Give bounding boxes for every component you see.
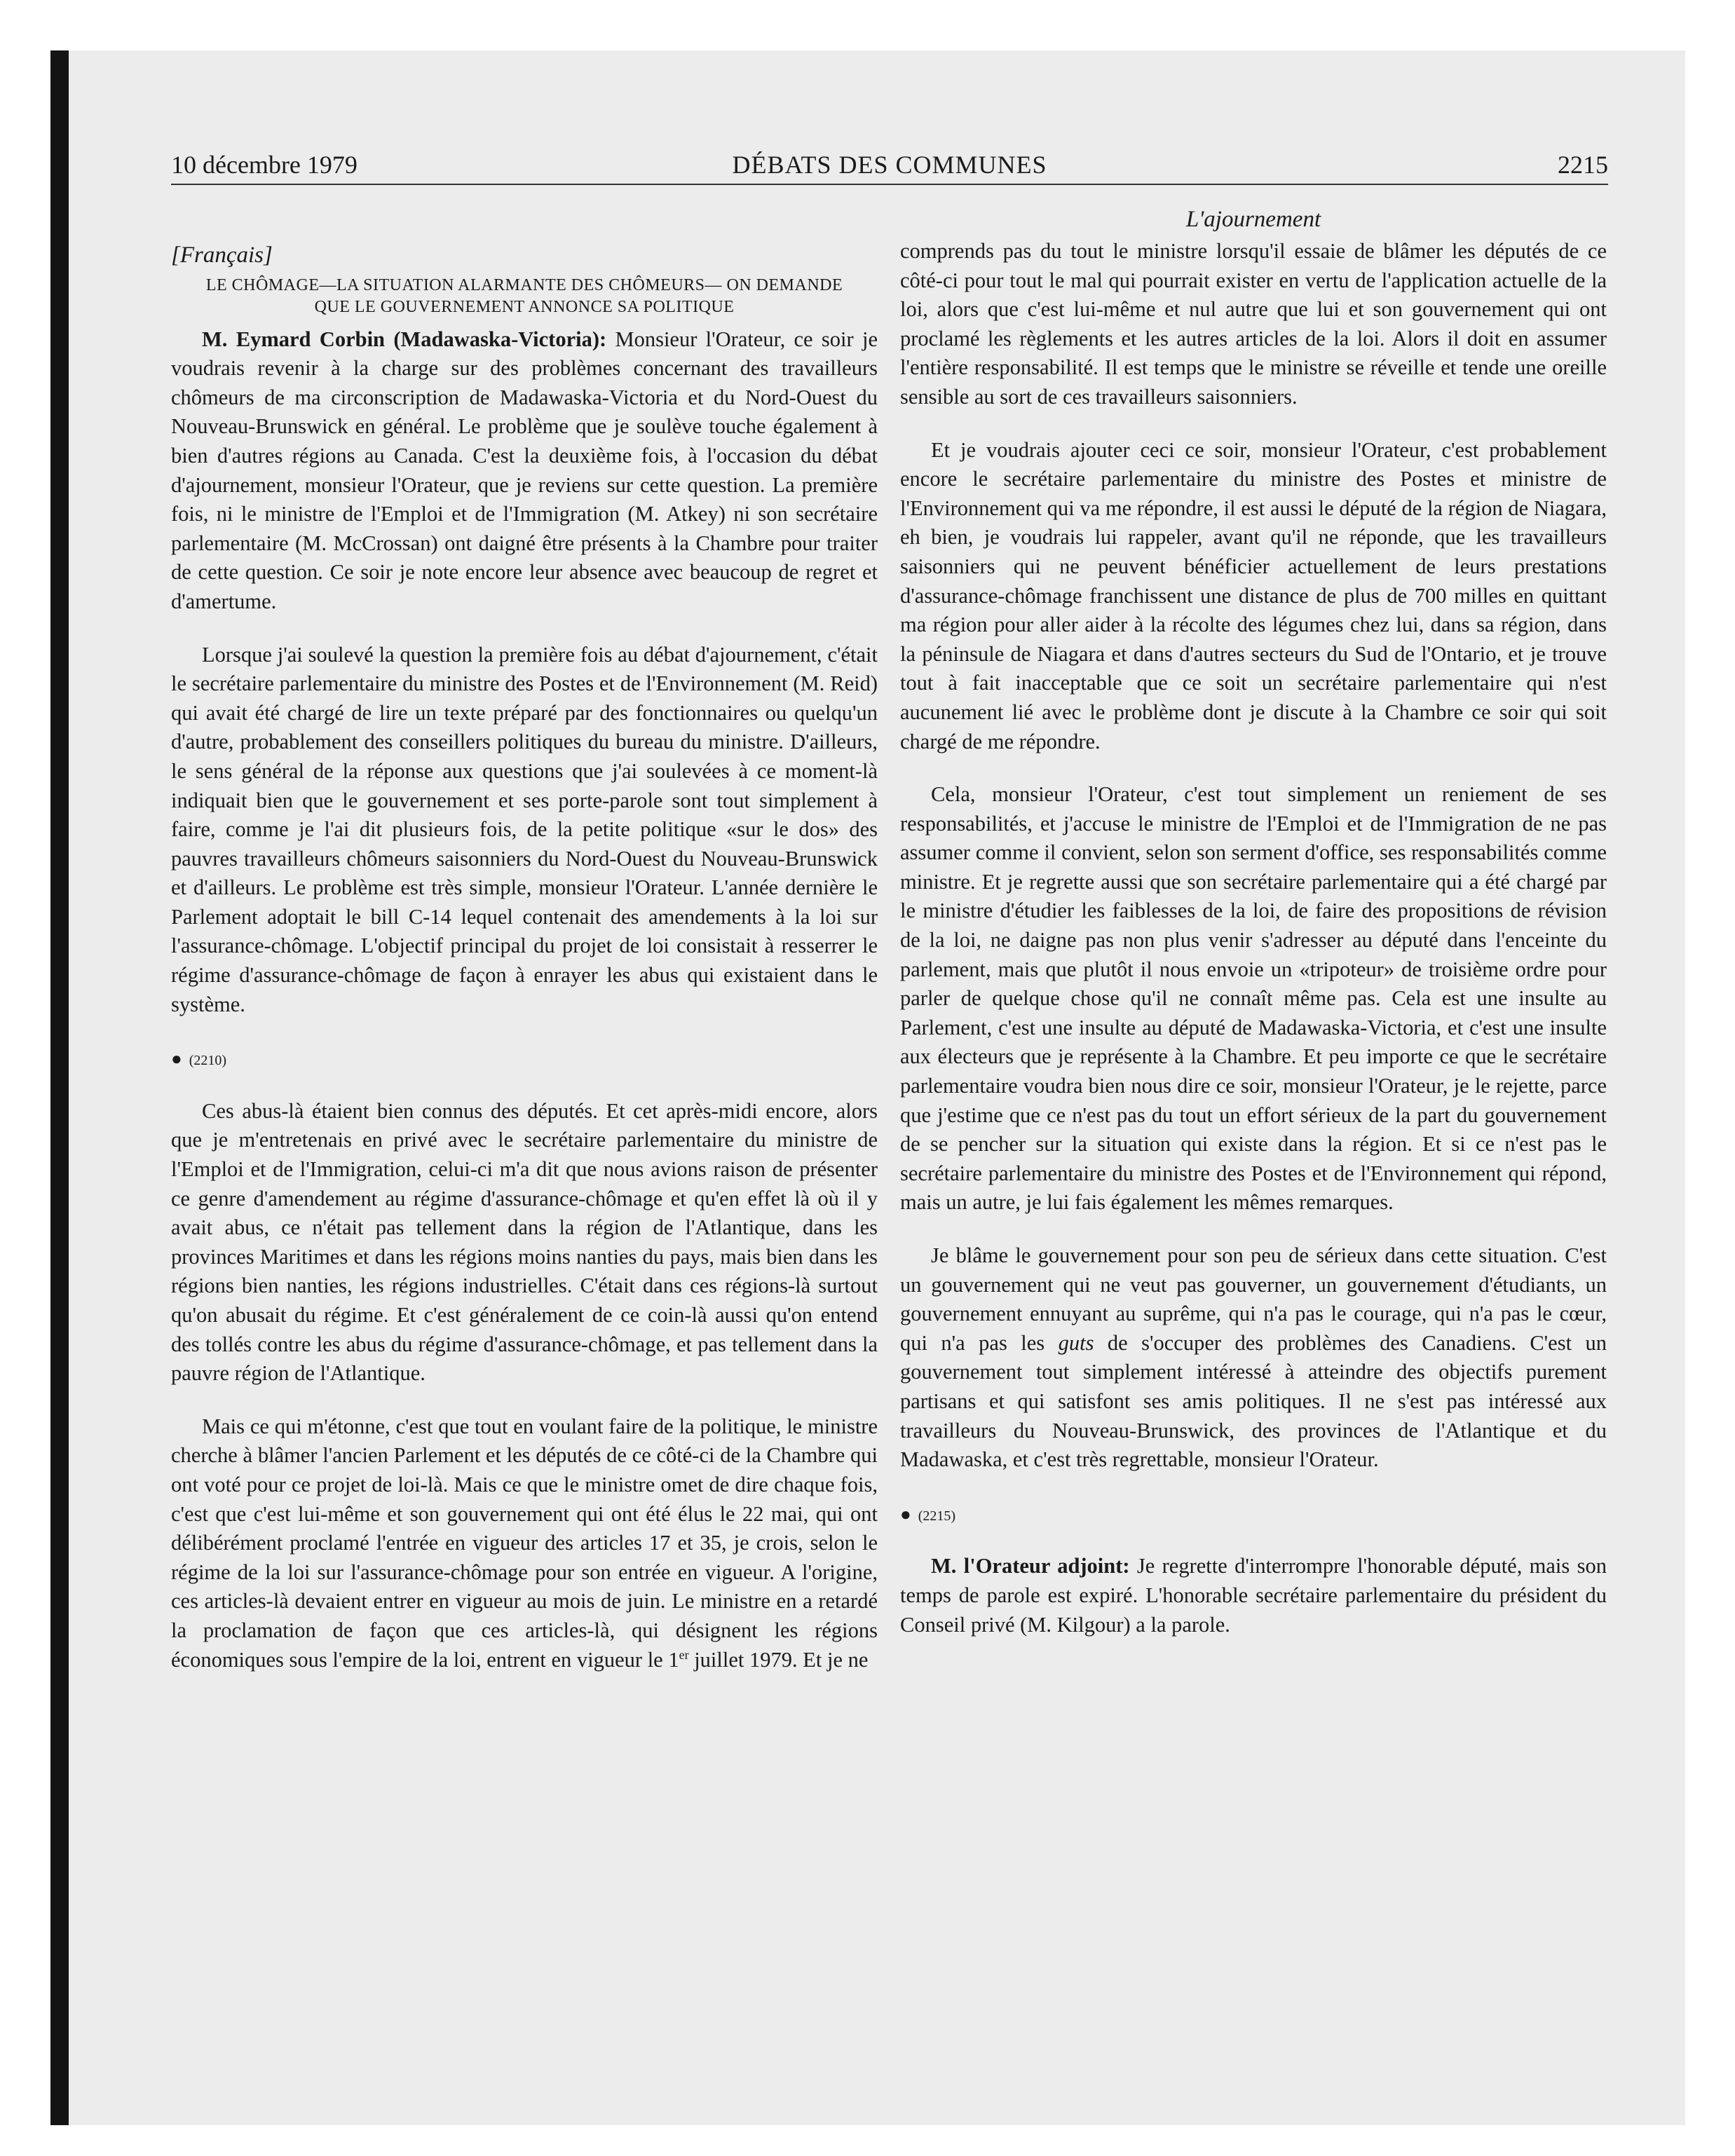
- time-marker: [900, 1500, 1607, 1531]
- paragraph: [171, 1412, 878, 1674]
- paragraph: Cela, monsieur l'Orateur, c'est tout simplement un reniement de ses responsabilités, et j'accuse le ministre de l'Emploi et de l'Immigration de ne pas assumer comme il convient, selon son serment d'office, ses responsabilités comme ministre. Et je regrette aussi que son secrétaire parlementaire qui a été chargé par le ministre d'étudier les faiblesses de la loi, de faire des propositions de révision de la loi, ne daigne pas non plus venir s'adresser au député dans l'enceinte du parlement, mais que plutôt il nous envoie un «tripoteur» de troisième ordre pour parler de quelque chose qu'il ne connaît même pas. Cela est une insulte au Parlement, c'est une insulte au député de Madawaska-Victoria, et c'est une insulte aux électeurs que je représente à la Chambre. Et peu importe ce que le secrétaire parlementaire voudra bien nous dire ce soir, monsieur l'Orateur, je le rejette, parce que j'estime que ce n'est pas du tout un effort sérieux de la part du gouvernement de se pencher sur la situation qui existe dans la région. Et si ce n'est pas le secrétaire parlementaire du ministre des Postes et de l'Environnement qui répond, mais un autre, je lui fais également les mêmes remarques.: [900, 782, 1607, 1215]
- paragraph: comprends pas du tout le ministre lorsqu'il essaie de blâmer les députés de ce côté-ci pour tout le mal qui pourrait exister en vertu de l'application actuelle de la loi, alors que c'est lui-même et nul autre que lui et son gouvernement qui ont proclamé les règlements et les autres articles de la loi. Alors il doit en assumer l'entière responsabilité. Il est temps que le ministre se réveille et tende une oreille sensible au sort de ces travailleurs saisonniers.: [900, 239, 1607, 409]
- speaker-name: M. Eymard Corbin (Madawaska-Victoria):: [202, 327, 607, 351]
- paragraph: [900, 1241, 1607, 1475]
- time-marker-label: (2210): [189, 1053, 227, 1069]
- hansard-page: [171, 153, 1608, 2059]
- speech-text: de s'occuper des problèmes des Canadiens. C'est un gouvernement tout simplement intéressé à atteindre des objectifs purement partisans et qui satisfont ses amis politiques. Il ne s'est pas intéressé aux travailleurs du Nouveau-Brunswick, des provinces de l'Atlantique et du Madawaska, et c'est très regrettable, monsieur l'Orateur.: [900, 1330, 1607, 1472]
- paragraph: Et je voudrais ajouter ceci ce soir, monsieur l'Orateur, c'est probablement encore le secrétaire parlementaire du ministre des Postes et ministre de l'Environnement qui va me répondre, il est aussi le député de la région de Niagara, eh bien, je voudrais lui rappeler, avant qu'il ne réponde, que les travailleurs saisonniers qui ne peuvent bénéficier actuellement de leurs prestations d'assurance-chômage franchissent une distance de plus de 700 milles en quittant ma région pour aller aider à la récolte des légumes chez lui, dans sa région, dans la péninsule de Niagara et dans d'autres secteurs du Sud de l'Ontario, et je trouve tout à fait inacceptable que ce soit un secrétaire parlementaire qui n'est aucunement lié avec le problème dont je discute à la Chambre ce soir qui soit chargé de me répondre.: [900, 437, 1607, 753]
- speaker-name: M. l'Orateur adjoint:: [931, 1554, 1130, 1578]
- paragraph: Lorsque j'ai soulevé la question la première fois au débat d'ajournement, c'était le secrétaire parlementaire du ministre des Postes et de l'Environnement (M. Reid) qui avait été chargé de lire un texte préparé par des fonctionnaires ou quelqu'un d'autre, probablement des conseillers politiques du bureau du ministre. D'ailleurs, le sens général de la réponse aux questions que j'ai soulevées à ce moment-là indiquait bien que le gouvernement et ses porte-parole sont tout simplement à faire, comme je l'ai dit plusieurs fois, de la petite politique «sur le dos» des pauvres travailleurs chômeurs saisonniers du Nord-Ouest du Nouveau-Brunswick et d'ailleurs. Le problème est très simple, monsieur l'Orateur. L'année dernière le Parlement adoptait le bill C-14 lequel contenait des amendements à la loi sur l'assurance-chômage. L'objectif principal du projet de loi consistait à resserrer le régime d'assurance-chômage de façon à enrayer les abus qui existaient dans le système.: [171, 642, 878, 1016]
- bullet-icon: ●: [900, 1503, 911, 1524]
- time-marker: [171, 1044, 878, 1076]
- superscript: er: [679, 1647, 689, 1662]
- speech-text: Je regrette d'interrompre l'honorable député, mais son temps de parole est expiré. L'honorable secrétaire parlementaire du président du Conseil privé (M. Kilgour) a la parole.: [900, 1554, 1607, 1637]
- speech-text: Monsieur l'Orateur, ce soir je voudrais revenir à la charge sur des problèmes concernant des travailleurs chômeurs de ma circonscription de Madawaska-Victoria et du Nord-Ouest du Nouveau-Brunswick en général. Le problème que je soulève touche également à bien d'autres régions au Canada. C'est la deuxième fois, à l'occasion du débat d'ajournement, monsieur l'Orateur, que je reviens sur cette question. La première fois, ni le ministre de l'Emploi et de l'Immigration (M. Atkey) ni son secrétaire parlementaire (M. McCrossan) ont daigné être présents à la Chambre pour traiter de cette question. Ce soir je note encore leur absence avec beaucoup de regret et d'amertume.: [171, 327, 878, 613]
- bullet-icon: ●: [171, 1049, 182, 1070]
- page-number: 2215: [1558, 151, 1608, 179]
- speech-text: Mais ce qui m'étonne, c'est que tout en voulant faire de la politique, le ministre cherche à blâmer l'ancien Parlement et les députés de ce côté-ci de la Chambre qui ont voté pour ce projet de loi-là. Mais ce que le ministre omet de dire chaque fois, c'est que c'est lui-même et son gouvernement qui ont été élus le 22 mai, qui ont délibérément proclamé l'entrée en vigueur des articles 17 et 35, je crois, selon le régime de la loi sur l'assurance-chômage pour son entrée en vigueur. A l'origine, ces articles-là devaient entrer en vigueur au mois de juin. Le ministre en a retardé la proclamation de façon que ces articles-là, qui désignent les régions économiques sous l'empire de la loi, entrent en vigueur le 1: [171, 1414, 878, 1672]
- left-column: [171, 241, 878, 1674]
- running-head: L'ajournement: [1185, 207, 1321, 232]
- time-marker-label: (2215): [918, 1508, 956, 1524]
- paragraph: [900, 1552, 1607, 1639]
- language-tag: [Français]: [171, 243, 273, 268]
- speech-text: Je blâme le gouvernement pour son peu de sérieux dans cette situation. C'est un gouvernement qui ne veut pas gouverner, un gouvernement d'étudiants, un gouvernement ennuyant au suprême, qui n'a pas le courage, qui n'a pas le cœur, qui n'a pas les: [900, 1243, 1607, 1355]
- speech-text: juillet 1979. Et je ne: [688, 1647, 869, 1672]
- header-date: 10 décembre 1979: [171, 151, 358, 179]
- paragraph: Ces abus-là étaient bien connus des députés. Et cet après-midi encore, alors que je m'entretenais en privé avec le secrétaire parlementaire du ministre de l'Emploi et de l'Immigration, celui-ci m'a dit que nous avions raison de présenter ce genre d'amendement au régime d'assurance-chômage et qu'en effet là où il y avait abus, ce n'était pas tellement dans la région de l'Atlantique, dans les provinces Maritimes et dans les régions moins nanties du pays, mais bien dans les régions bien nanties, les régions industrielles. C'était dans ces régions-là surtout qu'on abusait du régime. Et c'est généralement de ce coin-là aussi qu'on entend des tollés contre les abus du régime d'assurance-chômage, et pas tellement dans la pauvre région de l'Atlantique.: [171, 1098, 878, 1386]
- header-title: DÉBATS DES COMMUNES: [732, 151, 1047, 179]
- binding-edge: [50, 50, 69, 2125]
- section-heading: LE CHÔMAGE—LA SITUATION ALARMANTE DES CHÔMEURS— ON DEMANDE QUE LE GOUVERNEMENT ANNONCE SA POLITIQUE: [205, 275, 843, 316]
- paragraph: [171, 325, 878, 617]
- right-column: [900, 205, 1607, 1639]
- page-header: [171, 153, 1608, 185]
- italic-word: guts: [1058, 1330, 1094, 1355]
